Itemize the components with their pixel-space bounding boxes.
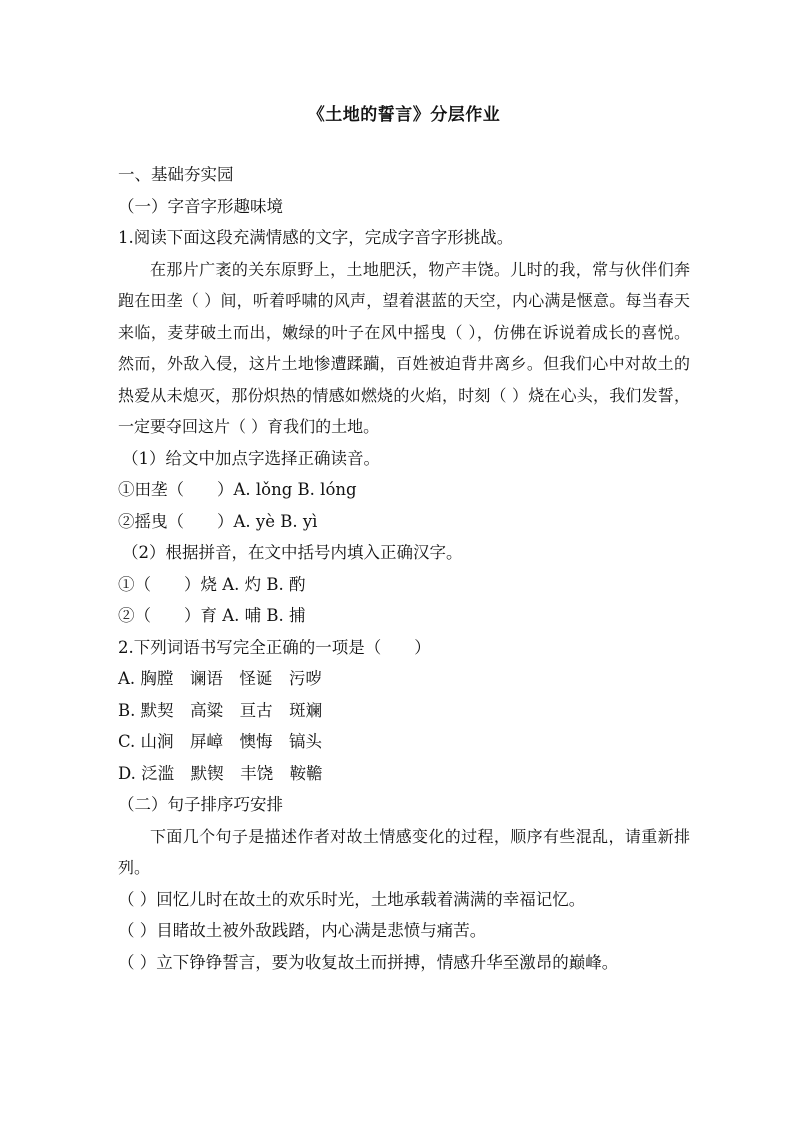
question-2-stem: 2.下列词语书写完全正确的一项是（ ）	[118, 637, 431, 657]
sub-question-1-item-b: ②摇曳（ ）A. yè B. yì	[118, 511, 318, 531]
section-heading-basics: 一、基础夯实园	[118, 165, 234, 184]
sub-question-2: （2）根据拼音，在文中括号内填入正确汉字。	[122, 543, 463, 562]
question-1-stem: 1.阅读下面这段充满情感的文字，完成字音字形挑战。	[118, 228, 514, 247]
question-2-option-a: A. 胸膛 谰语 怪诞 污哕	[118, 669, 322, 688]
question-2-option-c: C. 山涧 屏嶂 懊悔 镐头	[118, 732, 323, 751]
sentence-order-item-3: （ ）立下铮铮誓言，要为收复故土而拼搏，情感升华至激昂的巅峰。	[118, 952, 619, 972]
worksheet-page	[118, 96, 690, 978]
sub-question-1-item-a: ①田垄（ ）A. lǒng B. lóng	[118, 480, 357, 499]
page-title: 《土地的誓言》分层作业	[307, 105, 501, 125]
sentence-order-intro: 下面几个句子是描述作者对故土情感变化的过程，顺序有些混乱，请重新排列。	[118, 826, 690, 877]
sub-question-2-item-a: ①（ ）烧 A. 灼 B. 酌	[118, 574, 306, 594]
part-heading-sentence-order: （二）句子排序巧安排	[118, 795, 283, 814]
sub-question-1: （1）给文中加点字选择正确读音。	[122, 448, 380, 468]
part-heading-pronunciation: （一）字音字形趣味境	[118, 196, 283, 216]
sentence-order-item-1: （ ）回忆儿时在故土的欢乐时光，土地承载着满满的幸福记忆。	[118, 889, 586, 909]
sub-question-2-item-b: ②（ ）育 A. 哺 B. 捕	[118, 606, 306, 625]
question-2-option-b: B. 默契 高粱 亘古 斑斓	[118, 700, 323, 720]
question-2-option-d: D. 泛滥 默锲 丰饶 鞍韂	[118, 763, 323, 783]
reading-passage: 在那片广袤的关东原野上，土地肥沃，物产丰饶。儿时的我，常与伙伴们奔跑在田垄（ ）间，听着呼啸的风声，望着湛蓝的天空，内心满是惬意。每当春天来临，麦芽破土而出，嫩绿的叶子在风中摇曳（ ），仿佛在诉说着成长的喜悦。然而，外敌入侵，这片土地惨遭蹂躏，百姓被迫背井离乡。但我们心中对故土的热爱从未熄灭，那份炽热的情感如燃烧的火焰，时刻（ ）烧在心头，我们发誓，一定要夺回这片（ ）育我们的土地。	[118, 259, 690, 436]
sentence-order-item-2: （ ）目睹故土被外敌践踏，内心满是悲愤与痛苦。	[118, 921, 487, 940]
